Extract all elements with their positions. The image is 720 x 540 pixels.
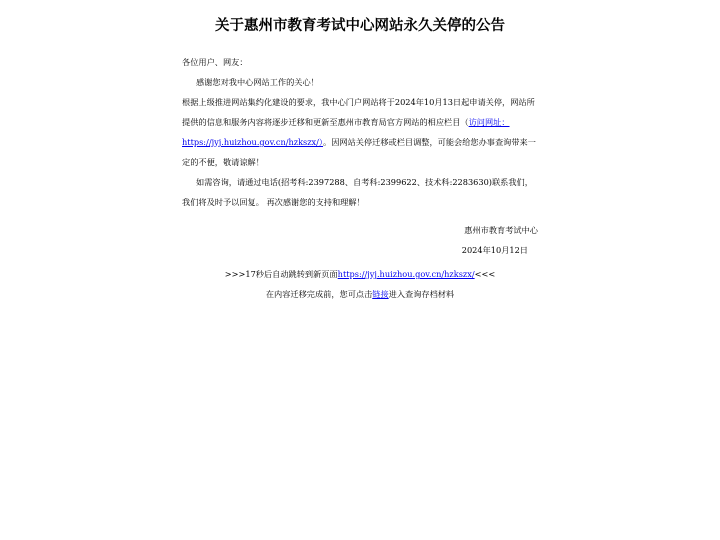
greeting-text: 各位用户、网友： [182, 57, 248, 67]
notice-body [182, 52, 538, 260]
new-site-link[interactable]: 访问网址：https://jyj.huizhou.gov.cn/hzkszx/） [182, 117, 510, 147]
signature: 惠州市教育考试中心 [464, 225, 538, 235]
archive-link[interactable]: 链接 [372, 289, 389, 299]
redirect-notice [0, 264, 720, 284]
redirect-suffix: <<< [474, 269, 496, 279]
redirect-link[interactable]: https://jyj.huizhou.gov.cn/hzkszx/ [337, 269, 475, 279]
archive-suffix: 进入查询存档材料 [388, 289, 455, 299]
closure-text-b: 。因网站关停迁移或栏目调整，可能会给您办事查询带来一定的不便，敬请谅解！ [182, 137, 536, 167]
contact-paragraph: 如需咨询，请通过电话(招考科:2397288、自考科:2399622、技术科:2283630)联系我们，我们将及时予以回复。 再次感谢您的支持和理解！ [182, 177, 533, 207]
redirect-prefix: >>>17秒后自动跳转到新页面 [224, 269, 338, 279]
thanks-text: 感谢您对我中心网站工作的关心！ [196, 77, 319, 87]
notice-date: 2024年10月12日 [461, 245, 528, 255]
page-title: 关于惠州市教育考试中心网站永久关停的公告 [215, 18, 505, 34]
closure-text-a: 根据上级推进网站集约化建设的要求，我中心门户网站将于2024年10月13日起申请关停，网站所提供的信息和服务内容将逐步迁移和更新至惠州市教育局官方网站的相应栏目（ [182, 97, 535, 127]
archive-prefix: 在内容迁移完成前，您可点击 [265, 289, 373, 299]
closure-paragraph [182, 92, 538, 172]
archive-notice [0, 284, 720, 304]
